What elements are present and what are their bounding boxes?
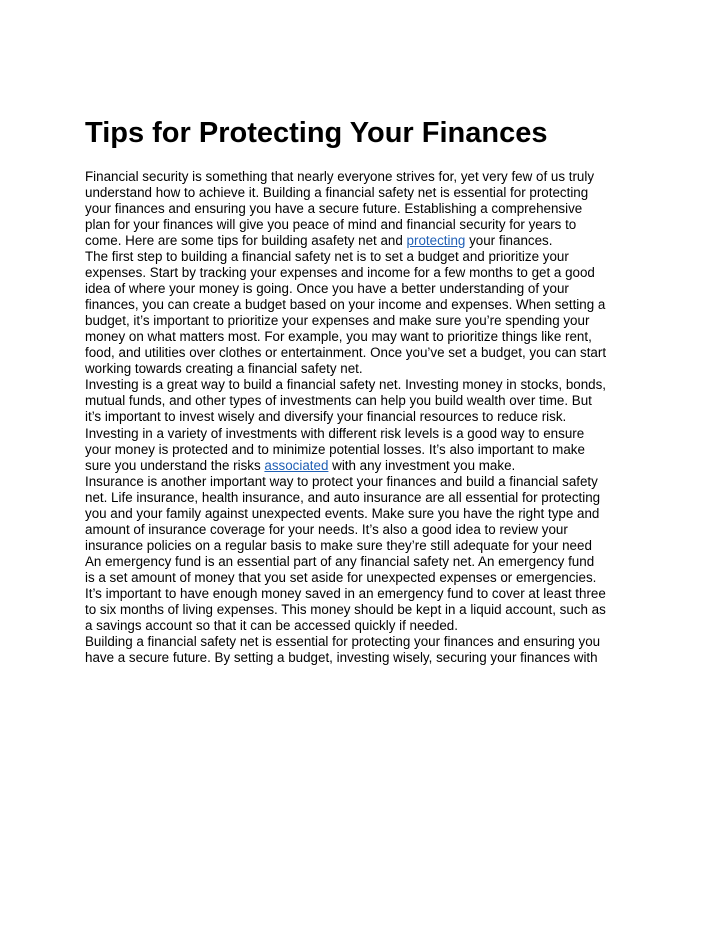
body-line: money on what matters most. For example, you may want to prioritize things like rent, — [85, 329, 592, 345]
body-line: mutual funds, and other types of investments can help you build wealth over time. But — [85, 393, 592, 409]
body-line: net. Life insurance, health insurance, and auto insurance are all essential for protecting — [85, 489, 601, 505]
body-line: food, and utilities over clothes or entertainment. Once you’ve set a budget, you can start — [85, 345, 607, 361]
inline-link-associated[interactable]: associated — [264, 457, 329, 473]
page-title: Tips for Protecting Your Finances — [85, 117, 548, 149]
body-line: idea of where your money is going. Once you have a better understanding of your — [85, 281, 569, 297]
body-line: It’s important to have enough money saved in an emergency fund to cover at least three — [85, 585, 606, 601]
body-text-segment: come. Here are some tips for building asafety net and — [85, 233, 407, 249]
inline-link-protecting[interactable]: protecting — [406, 233, 466, 249]
body-line: to six months of living expenses. This money should be kept in a liquid account, such as — [85, 601, 606, 617]
body-text-segment: your finances. — [465, 233, 553, 249]
body-line: The first step to building a financial safety net is to set a budget and prioritize your — [85, 249, 569, 265]
body-line: Building a financial safety net is essential for protecting your finances and ensuring you — [85, 633, 601, 649]
body-line: understand how to achieve it. Building a financial safety net is essential for protecting — [85, 185, 589, 201]
body-line: your money is protected and to minimize potential losses. It’s also important to make — [85, 441, 585, 457]
body-line: plan for your finances will give you peace of mind and financial security for years to — [85, 217, 577, 233]
body-line: expenses. Start by tracking your expenses and income for a few months to get a good — [85, 265, 595, 281]
body-line: a savings account so that it can be accessed quickly if needed. — [85, 617, 458, 633]
body-line: have a secure future. By setting a budget, investing wisely, securing your finances with — [85, 649, 598, 665]
body-line: working towards creating a financial safety net. — [85, 361, 363, 377]
body-line: insurance policies on a regular basis to make sure they’re still adequate for your need — [85, 537, 592, 553]
body-line — [85, 233, 645, 249]
body-line: Insurance is another important way to protect your finances and build a financial safety — [85, 473, 598, 489]
body-line: Investing is a great way to build a financial safety net. Investing money in stocks, bonds, — [85, 377, 607, 393]
body-line: amount of insurance coverage for your needs. It’s also a good idea to review your — [85, 521, 568, 537]
body-line — [85, 458, 645, 474]
body-text-segment: with any investment you make. — [328, 457, 516, 473]
body-line: An emergency fund is an essential part of any financial safety net. An emergency fund — [85, 553, 595, 569]
body-line: your finances and ensuring you have a secure future. Establishing a comprehensive — [85, 201, 583, 217]
body-line: budget, it’s important to prioritize your expenses and make sure you’re spending your — [85, 313, 590, 329]
body-line: Financial security is something that nearly everyone strives for, yet very few of us truly — [85, 169, 595, 184]
body-line: Investing in a variety of investments with different risk levels is a good way to ensure — [85, 425, 585, 441]
body-line: it’s important to invest wisely and diversify your financial resources to reduce risk. — [85, 409, 567, 425]
article-body — [85, 169, 645, 666]
body-text-segment: sure you understand the risks — [85, 457, 265, 473]
body-line: is a set amount of money that you set aside for unexpected expenses or emergencies. — [85, 569, 597, 585]
body-line: you and your family against unexpected events. Make sure you have the right type and — [85, 505, 600, 521]
body-line: finances, you can create a budget based on your income and expenses. When setting a — [85, 297, 606, 313]
